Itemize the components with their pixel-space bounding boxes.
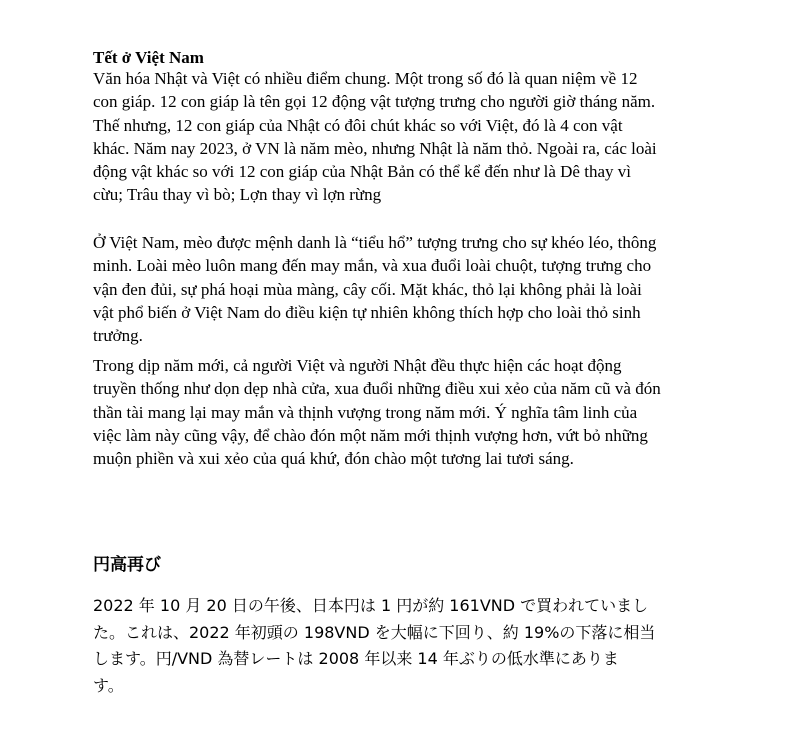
text-line: Trong dịp năm mới, cả người Việt và người Nhật đều thực hiện các hoạt động: [93, 356, 622, 375]
text-line: trưởng.: [93, 326, 143, 346]
paragraph-yen: [93, 593, 733, 699]
text-line: します。円/VND 為替レートは 2008 年以来 14 年ぶりの低水準にありま: [93, 649, 619, 668]
text-line: 2022 年 10 月 20 日の午後、日本円は 1 円が約 161VND で買われていまし: [93, 596, 649, 615]
section-title-yen: 円高再び: [93, 555, 161, 575]
text-line: con giáp. 12 con giáp là tên gọi 12 động vật tượng trưng cho người giờ tháng năm.: [93, 92, 656, 112]
text-line: す。: [93, 675, 124, 695]
paragraph-zodiac: [93, 67, 753, 207]
text-line: muộn phiền và xui xẻo của quá khứ, đón chào một tương lai tươi sáng.: [93, 449, 574, 469]
text-line: vận đen đủi, sự phá hoại mùa màng, cây cối. Mặt khác, thỏ lại không phải là loài: [93, 279, 642, 299]
text-line: khác. Năm nay 2023, ở VN là năm mèo, nhưng Nhật là năm thỏ. Ngoài ra, các loài: [93, 138, 657, 158]
text-line: Văn hóa Nhật và Việt có nhiều điểm chung. Một trong số đó là quan niệm về 12: [93, 69, 638, 88]
text-line: cừu; Trâu thay vì bò; Lợn thay vì lợn rừng: [93, 185, 382, 205]
paragraph-cat: [93, 231, 753, 347]
text-line: た。これは、2022 年初頭の 198VND を大幅に下回り、約 19%の下落に相当: [93, 622, 656, 642]
text-line: Ở Việt Nam, mèo được mệnh danh là “tiểu hổ” tượng trưng cho sự khéo léo, thông: [93, 233, 657, 252]
text-line: Thế nhưng, 12 con giáp của Nhật có đôi chút khác so với Việt, đó là 4 con vật: [93, 115, 623, 135]
paragraph-new-year: [93, 354, 753, 470]
text-line: minh. Loài mèo luôn mang đến may mắn, và xua đuổi loài chuột, tượng trưng cho: [93, 256, 652, 276]
text-line: việc làm này cũng vậy, để chào đón một năm mới thịnh vượng hơn, vứt bỏ những: [93, 425, 648, 445]
section-title-tet: Tết ở Việt Nam: [93, 48, 204, 67]
text-line: vật phổ biến ở Việt Nam do điều kiện tự nhiên không thích hợp cho loài thỏ sinh: [93, 302, 641, 322]
text-line: truyền thống như dọn dẹp nhà cửa, xua đuổi những điều xui xẻo của năm cũ và đón: [93, 379, 661, 399]
text-line: động vật khác so với 12 con giáp của Nhật Bản có thể kể đến như là Dê thay vì: [93, 162, 631, 182]
text-line: thần tài mang lại may mắn và thịnh vượng trong năm mới. Ý nghĩa tâm linh của: [93, 402, 638, 422]
